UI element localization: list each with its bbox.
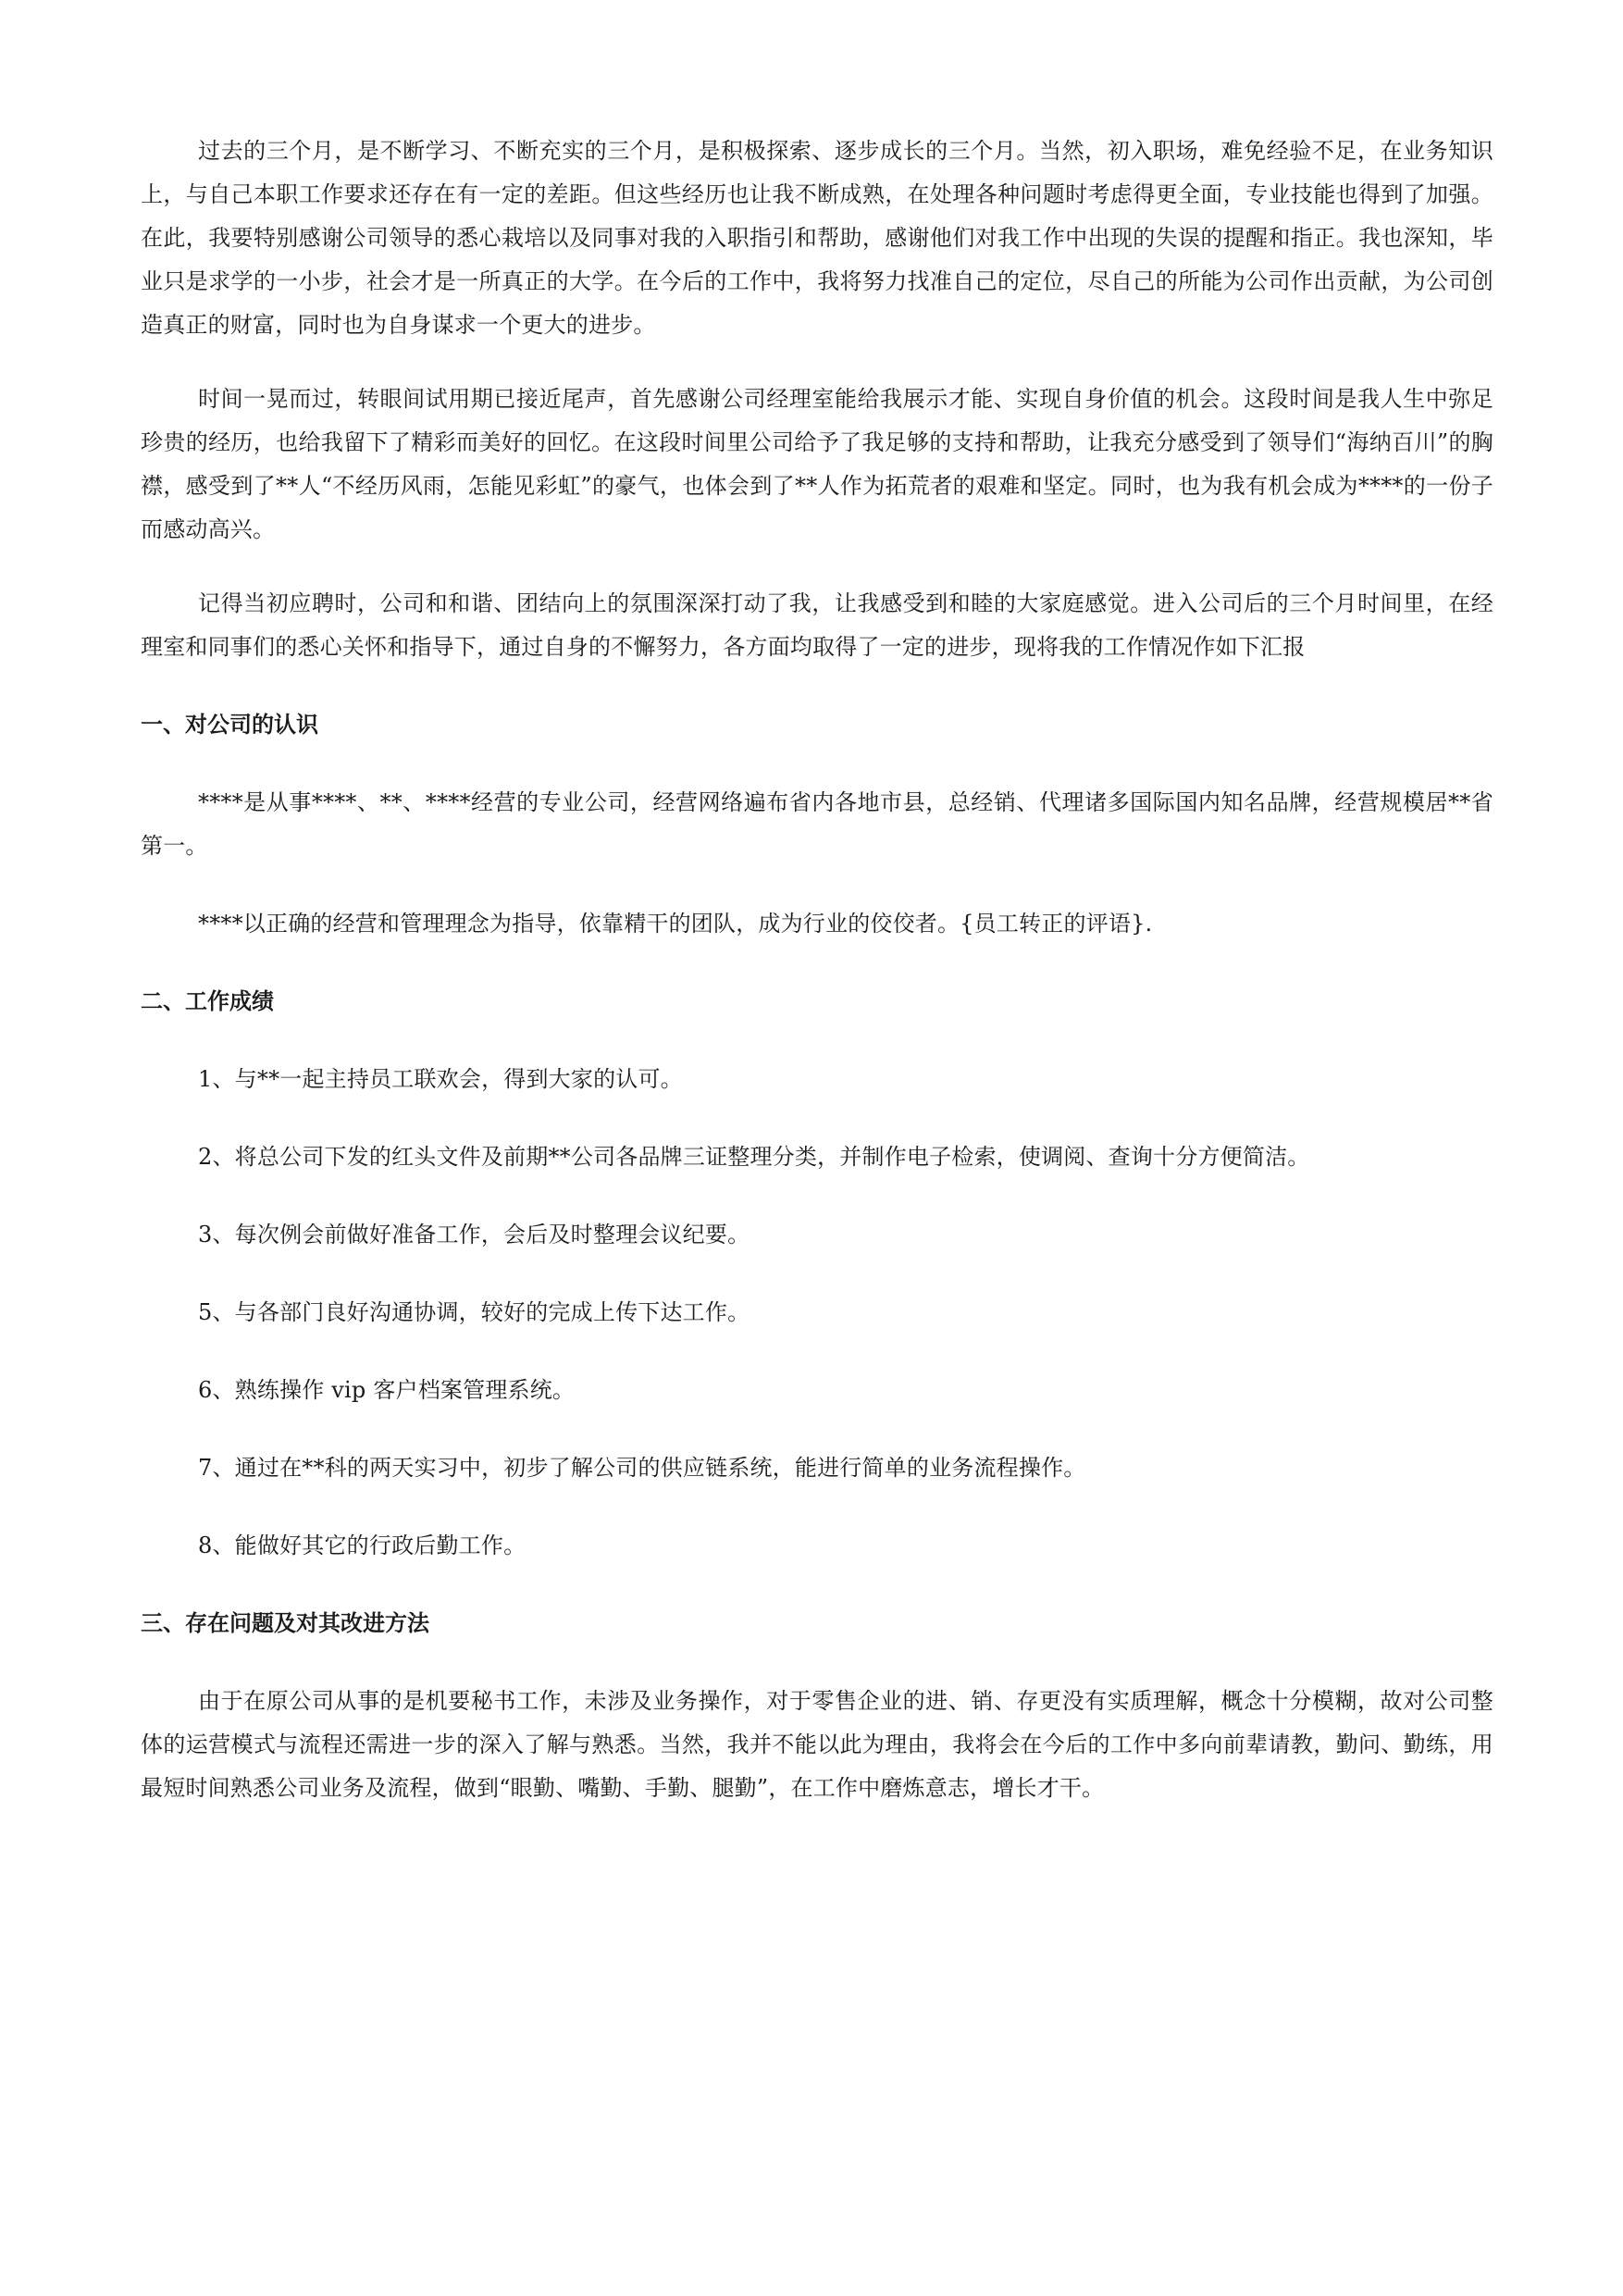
section-heading-problems: 三、存在问题及对其改进方法 — [141, 1610, 429, 1636]
company-paragraph-2: ****以正确的经营和管理理念为指导，依靠精干的团队，成为行业的佼佼者。{员工转正的评语}. — [198, 911, 1153, 937]
achievement-item: 5、与各部门良好沟通协调，较好的完成上传下达工作。 — [198, 1299, 750, 1325]
intro-paragraph-3: 记得当初应聘时，公司和和谐、团结向上的氛围深深打动了我，让我感受到和睦的大家庭感觉。进入公司后的三个月时间里，在经理室和同事们的悉心关怀和指导下，通过自身的不懈努力，各方面均取得了一定的进步，现将我的工作情况作如下汇报 — [141, 590, 1493, 660]
intro-paragraph-1: 过去的三个月，是不断学习、不断充实的三个月，是积极探索、逐步成长的三个月。当然，初入职场，难免经验不足，在业务知识上，与自己本职工作要求还存在有一定的差距。但这些经历也让我不断成熟，在处理各种问题时考虑得更全面，专业技能也得到了加强。在此，我要特别感谢公司领导的悉心栽培以及同事对我的入职指引和帮助，感谢他们对我工作中出现的失误的提醒和指正。我也深知，毕业只是求学的一小步，社会才是一所真正的大学。在今后的工作中，我将努力找准自己的定位，尽自己的所能为公司作出贡献，为公司创造真正的财富，同时也为自身谋求一个更大的进步。 — [141, 138, 1493, 338]
achievement-item: 6、熟练操作 vip 客户档案管理系统。 — [198, 1377, 576, 1403]
achievement-item: 8、能做好其它的行政后勤工作。 — [198, 1533, 527, 1558]
achievement-item: 7、通过在**科的两天实习中，初步了解公司的供应链系统，能进行简单的业务流程操作。 — [198, 1455, 1086, 1481]
company-paragraph-1: ****是从事****、**、****经营的专业公司，经营网络遍布省内各地市县，总经销、代理诸多国际国内知名品牌，经营规模居**省第一。 — [141, 789, 1493, 859]
achievement-item: 3、每次例会前做好准备工作，会后及时整理会议纪要。 — [198, 1222, 750, 1247]
section-heading-achievements: 二、工作成绩 — [141, 988, 274, 1014]
section-heading-company: 一、对公司的认识 — [141, 712, 318, 738]
achievement-item: 2、将总公司下发的红头文件及前期**公司各品牌三证整理分类，并制作电子检索，使调阅、查询十分方便简洁。 — [198, 1144, 1310, 1170]
document-page — [141, 130, 1493, 1810]
problems-paragraph-1: 由于在原公司从事的是机要秘书工作，未涉及业务操作，对于零售企业的进、销、存更没有实质理解，概念十分模糊，故对公司整体的运营模式与流程还需进一步的深入了解与熟悉。当然，我并不能以此为理由，我将会在今后的工作中多向前辈请教，勤问、勤练，用最短时间熟悉公司业务及流程，做到“眼勤、嘴勤、手勤、腿勤”，在工作中磨炼意志，增长才干。 — [141, 1688, 1493, 1801]
intro-paragraph-2: 时间一晃而过，转眼间试用期已接近尾声，首先感谢公司经理室能给我展示才能、实现自身价值的机会。这段时间是我人生中弥足珍贵的经历，也给我留下了精彩而美好的回忆。在这段时间里公司给予了我足够的支持和帮助，让我充分感受到了领导们“海纳百川”的胸襟，感受到了**人“不经历风雨，怎能见彩虹”的豪气，也体会到了**人作为拓荒者的艰难和坚定。同时，也为我有机会成为****的一份子而感动高兴。 — [141, 386, 1493, 542]
achievement-item: 1、与**一起主持员工联欢会，得到大家的认可。 — [198, 1066, 683, 1092]
